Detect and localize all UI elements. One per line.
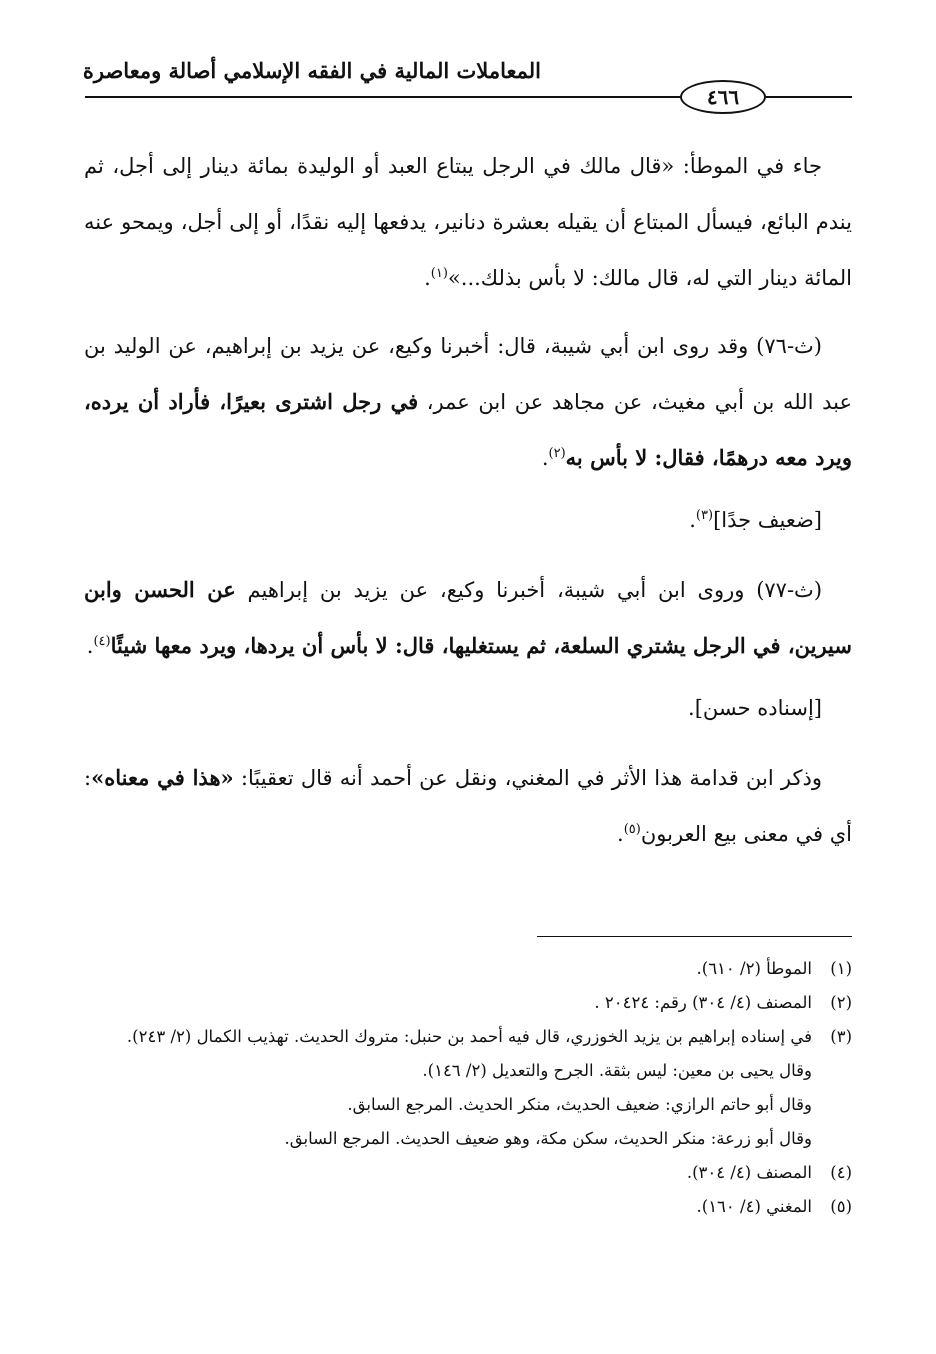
athar-77-matn: عن الحسن وابن سيرين، في الرجل يشتري السلعة، ثم يستغليها، قال: لا بأس أن يردها، ويرد معها شيئًا: [84, 577, 852, 658]
running-title: المعاملات المالية في الفقه الإسلامي أصالة ومعاصرة: [82, 58, 541, 83]
ibn-qudama-text-2: : أي في معنى بيع العربون: [84, 766, 852, 846]
footnote-ref-5: (٥): [623, 822, 641, 837]
grading-text: [إسناده حسن].: [688, 696, 822, 720]
footnote-text: الموطأ (٢/ ٦١٠).: [696, 959, 812, 978]
paragraph-muwatta: [84, 138, 852, 306]
paragraph-end: .: [541, 446, 549, 470]
paragraph-end: .: [689, 508, 696, 532]
footnote-ref-2: (٢): [548, 446, 566, 461]
athar-77-isnad: (ث-٧٧) وروى ابن أبي شيبة، أخبرنا وكيع، عن يزيد بن إبراهيم: [235, 578, 823, 602]
athar-76-matn: في رجل اشترى بعيرًا، فأراد أن يرده، ويرد معه درهمًا، فقال: لا بأس به: [84, 389, 852, 470]
footnote-number: (٣): [830, 1027, 852, 1046]
paragraph-athar-77: [84, 562, 852, 674]
footnote-text: في إسناده إبراهيم بن يزيد الخوزري، قال فيه أحمد بن حنبل: متروك الحديث. تهذيب الكمال (٢/ ٢٤٣).: [126, 1027, 812, 1046]
page-number: ٤٦٦: [680, 80, 766, 114]
footnote-number: (٤): [830, 1163, 852, 1182]
paragraph-end: .: [86, 634, 94, 658]
footnote-3-continuation: وقال أبو زرعة: منكر الحديث، سكن مكة، وهو ضعيف الحديث. المرجع السابق.: [284, 1129, 812, 1148]
footnote-separator: [537, 936, 852, 937]
footnote-5: [86, 1190, 852, 1224]
paragraph-end: .: [617, 822, 624, 846]
footnote-3: [86, 1020, 852, 1054]
paragraph-ibn-qudama: [84, 750, 852, 862]
athar-76-isnad: (ث-٧٦) وقد روى ابن أبي شيبة، قال: أخبرنا وكيع، عن يزيد بن إبراهيم، عن الوليد بن عبد الله بن أبي مغيث، عن مجاهد عن ابن عمر،: [84, 334, 852, 414]
footnote-ref-1: (١): [430, 266, 448, 281]
grading-athar-77: [84, 680, 852, 736]
footnote-number: (١): [830, 959, 852, 978]
paragraph-athar-76: [84, 318, 852, 486]
footnote-1: [86, 952, 852, 986]
footnote-number: (٥): [830, 1197, 852, 1216]
footnote-4: [86, 1156, 852, 1190]
footnote-text: المصنف (٤/ ٣٠٤).: [686, 1163, 812, 1182]
paragraph-end: .: [424, 266, 431, 290]
footnote-2: [86, 986, 852, 1020]
footnote-text: المصنف (٤/ ٣٠٤) رقم: ٢٠٤٢٤ .: [594, 993, 812, 1012]
ahmad-quote: «هذا في معناه»: [91, 765, 234, 790]
footnote-3-continuation: وقال يحيى بن معين: ليس بثقة. الجرح والتعديل (٢/ ١٤٦).: [422, 1061, 812, 1080]
grading-athar-76: [84, 492, 852, 548]
paragraph-muwatta-text: جاء في الموطأ: «قال مالك في الرجل يبتاع العبد أو الوليدة بمائة دينار إلى أجل، ثم يندم البائع، فيسأل المبتاع أن يقيله بعشرة دنانير، يدفعها إليه نقدًا، أو إلى أجل، ويمحو عنه المائة دينار التي له، قال مالك: لا بأس بذلك...»: [84, 154, 852, 290]
footnote-ref-3: (٣): [695, 508, 714, 523]
footnote-text: المغني (٤/ ١٦٠).: [696, 1197, 812, 1216]
footnote-3-continuation: وقال أبو حاتم الرازي: ضعيف الحديث، منكر الحديث. المرجع السابق.: [347, 1095, 812, 1114]
footnote-ref-4: (٤): [93, 634, 111, 649]
grading-text: [ضعيف جدًا]: [713, 508, 822, 532]
footnotes: [86, 952, 852, 1224]
main-text: [84, 138, 852, 874]
header-rule-right: [766, 96, 852, 98]
ibn-qudama-text: وذكر ابن قدامة هذا الأثر في المغني، ونقل عن أحمد أنه قال تعقيبًا:: [233, 766, 822, 790]
header-rule-left: [85, 96, 680, 98]
footnote-number: (٢): [830, 993, 852, 1012]
